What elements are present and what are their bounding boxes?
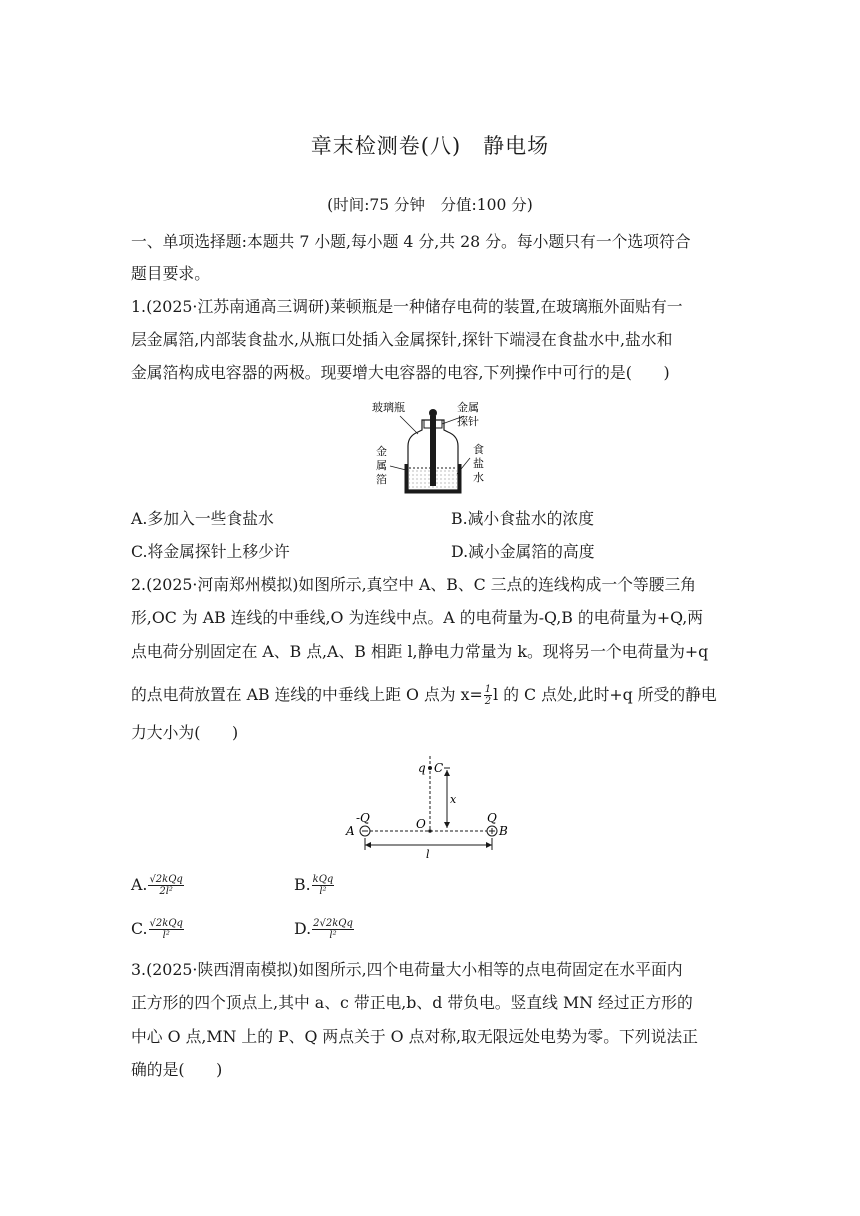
label-salt-1: 食 [473,443,484,456]
q2-line2: 形,OC 为 AB 连线的中垂线,O 为连线中点。A 的电荷量为-Q,B 的电荷量为+Q,两 [131,608,704,627]
q3-line4: 确的是( ) [131,1060,223,1079]
q1-option-a[interactable]: A.多加入一些食盐水 [131,509,274,528]
q2-line3: 点电荷分别固定在 A、B 点,A、B 相距 l,静电力常量为 k。现将另一个电荷量为+q [131,642,709,661]
fig-pos-q: Q [487,811,497,825]
label-foil-2: 属 [376,459,387,472]
label-foil-3: 箔 [376,473,387,486]
fig-x: x [450,793,457,806]
q2-fraction-half: $\frac{1}{2}$ [484,684,492,707]
fig-b: B [499,824,508,838]
label-probe-1: 金属 [457,401,479,414]
charges-figure [344,754,514,860]
q2-option-c[interactable]: C. $\frac{\text{√2kQq}}{\text{l²}}$ [131,918,183,941]
q3-line2: 正方形的四个顶点上,其中 a、c 带正电,b、d 带负电。竖直线 MN 经过正方形的 [131,993,693,1012]
fig-l: l [426,848,430,860]
page-title: 章末检测卷(八) 静电场 [310,134,550,158]
q3-line3: 中心 O 点,MN 上的 P、Q 两点关于 O 点对称,取无限远处电势为零。下列说法正 [131,1027,698,1046]
section-heading-line2: 题目要求。 [131,264,210,283]
q2-line5: 力大小为( ) [131,723,239,742]
exam-meta: (时间:75 分钟 分值:100 分) [327,196,533,214]
q1-line2: 层金属箔,内部装食盐水,从瓶口处插入金属探针,探针下端浸在食盐水中,盐水和 [131,330,673,349]
label-probe-2: 探针 [457,415,479,428]
q2-line4-b: l 的 C 点处,此时+q 所受的静电 [493,685,717,704]
fig-neg-q: -Q [356,811,370,825]
label-foil-1: 金 [376,445,387,458]
q1-line3: 金属箔构成电容器的两极。现要增大电容器的电容,下列操作中可行的是( ) [131,363,670,382]
q2-line1: 2.(2025·河南郑州模拟)如图所示,真空中 A、B、C 三点的连线构成一个等腰三角 [131,575,697,594]
fig-q: q [418,761,426,775]
section-heading-line1: 一、单项选择题:本题共 7 小题,每小题 4 分,共 28 分。每小题只有一个选项符合 [131,232,691,251]
q1-line1: 1.(2025·江苏南通高三调研)莱顿瓶是一种储存电荷的装置,在玻璃瓶外面贴有一 [131,297,683,316]
q2-line4 [131,684,717,707]
q1-option-c[interactable]: C.将金属探针上移少许 [131,542,290,561]
fig-o: O [416,817,426,831]
label-bottle: 玻璃瓶 [372,401,405,414]
q2-option-d[interactable]: D. $\frac{\text{2√2kQq}}{\text{l²}}$ [294,918,353,941]
metal-probe [430,416,436,486]
label-salt-3: 水 [473,471,484,484]
label-salt-2: 盐 [473,457,484,470]
leyden-jar-figure [360,398,500,498]
q2-line4-a: 的点电荷放置在 AB 连线的中垂线上距 O 点为 x= [131,685,483,704]
fig-c: C [434,761,444,775]
q2-option-b[interactable]: B. $\frac{\text{kQq}}{\text{l²}}$ [294,874,334,897]
fig-a: A [346,824,355,838]
q2-option-a[interactable]: A. $\frac{\text{√2kQq}}{\text{2l²}}$ [131,874,183,897]
q1-option-b[interactable]: B.减小食盐水的浓度 [451,509,595,528]
q1-option-d[interactable]: D.减小金属箔的高度 [451,542,595,561]
q3-line1: 3.(2025·陕西渭南模拟)如图所示,四个电荷量大小相等的点电荷固定在水平面内 [131,960,683,979]
